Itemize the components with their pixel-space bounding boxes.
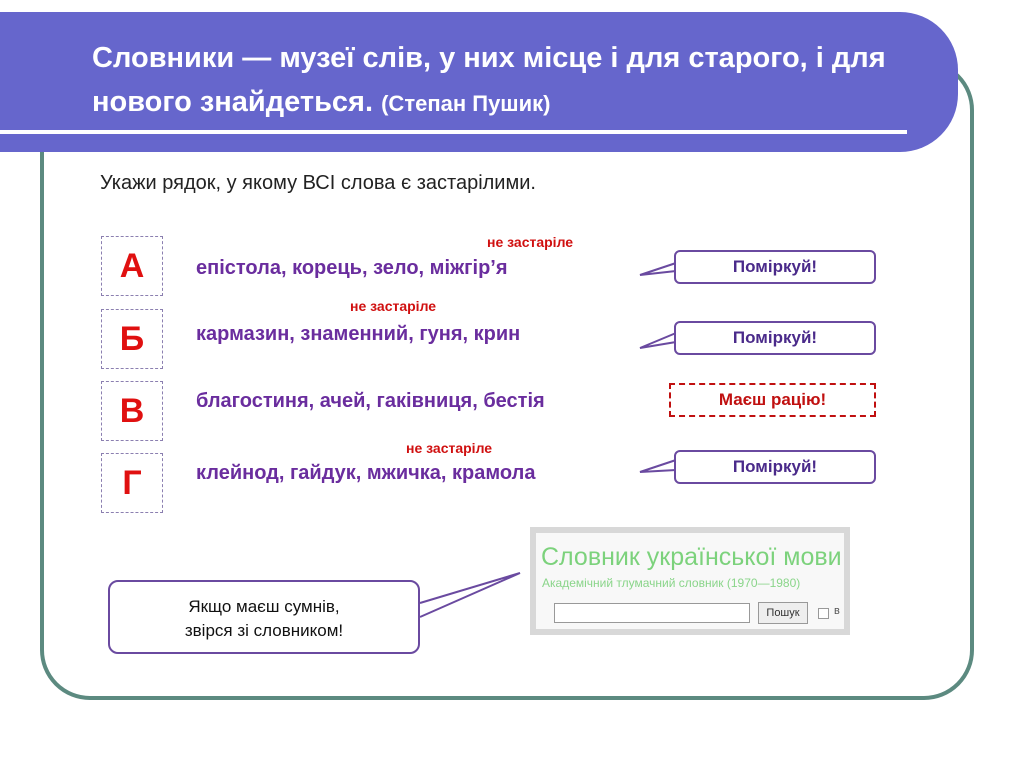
option-c-feedback: Маєш рацію! bbox=[669, 383, 876, 417]
dictionary-subtitle: Академічний тлумачний словник (1970—1980) bbox=[542, 576, 801, 590]
option-a-feedback: Поміркуй! bbox=[674, 250, 876, 284]
dictionary-checkbox[interactable] bbox=[818, 608, 829, 619]
option-c-letter[interactable]: В bbox=[101, 381, 163, 441]
dictionary-search-button[interactable]: Пошук bbox=[758, 602, 808, 624]
option-b-letter[interactable]: Б bbox=[101, 309, 163, 369]
option-d-note: не застаріле bbox=[406, 440, 493, 456]
dictionary-title: Словник української мови bbox=[541, 543, 842, 571]
option-a-note: не застаріле bbox=[487, 234, 574, 250]
title-author: (Степан Пушик) bbox=[381, 91, 551, 116]
hint-line-2: звірся зі словником! bbox=[184, 621, 344, 640]
question-text: Укажи рядок, у якому ВСІ слова є застарілими. bbox=[100, 172, 536, 194]
option-b-words: кармазин, знаменний, гуня, крин bbox=[196, 323, 521, 345]
option-a-letter[interactable]: А bbox=[101, 236, 163, 296]
option-d-letter[interactable]: Г bbox=[101, 453, 163, 513]
dictionary-search-input[interactable] bbox=[554, 603, 750, 623]
hint-callout bbox=[108, 580, 420, 654]
hint-line-1: Якщо маєш сумнів, bbox=[188, 597, 340, 616]
option-c-words: благостиня, ачей, гаківниця, бестія bbox=[196, 390, 545, 412]
option-a-words: епістола, корець, зело, міжгір’я bbox=[196, 257, 508, 279]
dictionary-checkbox-label: в bbox=[834, 605, 840, 617]
option-d-feedback: Поміркуй! bbox=[674, 450, 876, 484]
option-b-feedback: Поміркуй! bbox=[674, 321, 876, 355]
option-d-words: клейнод, гайдук, мжичка, крамола bbox=[196, 462, 536, 484]
dictionary-screenshot[interactable] bbox=[530, 527, 850, 635]
option-b-note: не застаріле bbox=[350, 298, 437, 314]
title-quote: Словники — музеї слів, у них місце і для старого, і для нового знайдеться. bbox=[92, 42, 886, 118]
